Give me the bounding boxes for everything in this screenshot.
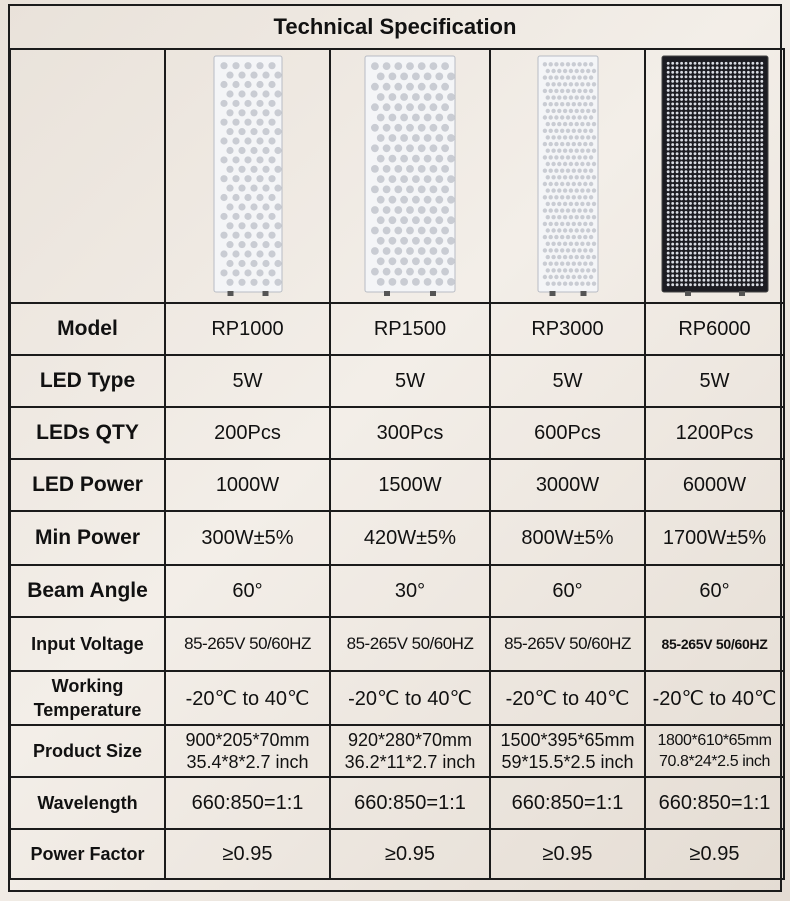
row-wavelength bbox=[10, 777, 784, 829]
product-image-cell-3 bbox=[490, 49, 645, 303]
cell-value: 300W±5% bbox=[165, 511, 330, 565]
row-label-line: Working bbox=[51, 676, 124, 696]
row-working-temperature bbox=[10, 671, 784, 725]
cell-value: 800W±5% bbox=[490, 511, 645, 565]
rp1500-panel-image bbox=[364, 54, 456, 298]
size-inch: 59*15.5*2.5 inch bbox=[501, 752, 634, 772]
cell-value: ≥0.95 bbox=[330, 829, 490, 879]
size-mm: 1800*610*65mm bbox=[657, 732, 772, 749]
row-label: Model bbox=[10, 303, 165, 355]
cell-value: 85-265V 50/60HZ bbox=[330, 617, 490, 671]
cell-value: -20℃ to 40℃ bbox=[330, 671, 490, 725]
rp6000-panel-image bbox=[661, 54, 769, 298]
cell-value: 1500W bbox=[330, 459, 490, 511]
row-label: LED Power bbox=[10, 459, 165, 511]
size-inch: 35.4*8*2.7 inch bbox=[186, 752, 309, 772]
cell-value: 660:850=1:1 bbox=[490, 777, 645, 829]
cell-value: -20℃ to 40℃ bbox=[490, 671, 645, 725]
row-leds-qty bbox=[10, 407, 784, 459]
row-product-size bbox=[10, 725, 784, 777]
row-beam-angle bbox=[10, 565, 784, 617]
size-mm: 900*205*70mm bbox=[185, 730, 310, 750]
cell-value: 5W bbox=[330, 355, 490, 407]
image-label-cell bbox=[10, 49, 165, 303]
cell-value: -20℃ to 40℃ bbox=[165, 671, 330, 725]
cell-value: ≥0.95 bbox=[165, 829, 330, 879]
product-image-cell-4 bbox=[645, 49, 784, 303]
row-model bbox=[10, 303, 784, 355]
row-power-factor bbox=[10, 829, 784, 879]
row-label: LEDs QTY bbox=[10, 407, 165, 459]
row-label bbox=[10, 671, 165, 725]
size-mm: 1500*395*65mm bbox=[500, 730, 635, 750]
cell-value: 660:850=1:1 bbox=[645, 777, 784, 829]
cell-value: 60° bbox=[165, 565, 330, 617]
cell-value: 1200Pcs bbox=[645, 407, 784, 459]
cell-value bbox=[490, 725, 645, 777]
cell-value: 660:850=1:1 bbox=[330, 777, 490, 829]
cell-value: 660:850=1:1 bbox=[165, 777, 330, 829]
cell-value: 1000W bbox=[165, 459, 330, 511]
rp3000-panel-image bbox=[537, 54, 599, 298]
cell-value: ≥0.95 bbox=[645, 829, 784, 879]
cell-value: 5W bbox=[645, 355, 784, 407]
cell-value: 85-265V 50/60HZ bbox=[165, 617, 330, 671]
page-title: Technical Specification bbox=[10, 6, 780, 50]
cell-value: 5W bbox=[165, 355, 330, 407]
size-mm: 920*280*70mm bbox=[347, 730, 473, 750]
row-led-power bbox=[10, 459, 784, 511]
cell-value: 85-265V 50/60HZ bbox=[490, 617, 645, 671]
row-label: Input Voltage bbox=[10, 617, 165, 671]
cell-value bbox=[165, 725, 330, 777]
image-row bbox=[10, 49, 784, 303]
cell-value: ≥0.95 bbox=[490, 829, 645, 879]
cell-value: 3000W bbox=[490, 459, 645, 511]
cell-value: 85-265V 50/60HZ bbox=[645, 617, 784, 671]
cell-value: 200Pcs bbox=[165, 407, 330, 459]
row-input-voltage bbox=[10, 617, 784, 671]
row-label: Power Factor bbox=[10, 829, 165, 879]
size-inch: 36.2*11*2.7 inch bbox=[344, 752, 476, 772]
cell-value: 1700W±5% bbox=[645, 511, 784, 565]
cell-value bbox=[330, 725, 490, 777]
row-label: LED Type bbox=[10, 355, 165, 407]
row-label: Wavelength bbox=[10, 777, 165, 829]
product-image-cell-2 bbox=[330, 49, 490, 303]
row-label: Beam Angle bbox=[10, 565, 165, 617]
cell-value: -20℃ to 40℃ bbox=[645, 671, 784, 725]
row-label: Min Power bbox=[10, 511, 165, 565]
row-label: Product Size bbox=[10, 725, 165, 777]
cell-value: RP1500 bbox=[330, 303, 490, 355]
cell-value: 600Pcs bbox=[490, 407, 645, 459]
spec-table bbox=[9, 48, 785, 880]
row-label-line: Temperature bbox=[33, 700, 142, 720]
size-inch: 70.8*24*2.5 inch bbox=[658, 753, 771, 770]
cell-value: RP6000 bbox=[645, 303, 784, 355]
cell-value: 300Pcs bbox=[330, 407, 490, 459]
cell-value: 60° bbox=[645, 565, 784, 617]
row-led-type bbox=[10, 355, 784, 407]
cell-value: 6000W bbox=[645, 459, 784, 511]
cell-value: 60° bbox=[490, 565, 645, 617]
cell-value: 30° bbox=[330, 565, 490, 617]
cell-value: RP3000 bbox=[490, 303, 645, 355]
cell-value bbox=[645, 725, 784, 777]
row-min-power bbox=[10, 511, 784, 565]
rp1000-panel-image bbox=[213, 54, 283, 298]
cell-value: 420W±5% bbox=[330, 511, 490, 565]
cell-value: 5W bbox=[490, 355, 645, 407]
cell-value: RP1000 bbox=[165, 303, 330, 355]
product-image-cell-1 bbox=[165, 49, 330, 303]
